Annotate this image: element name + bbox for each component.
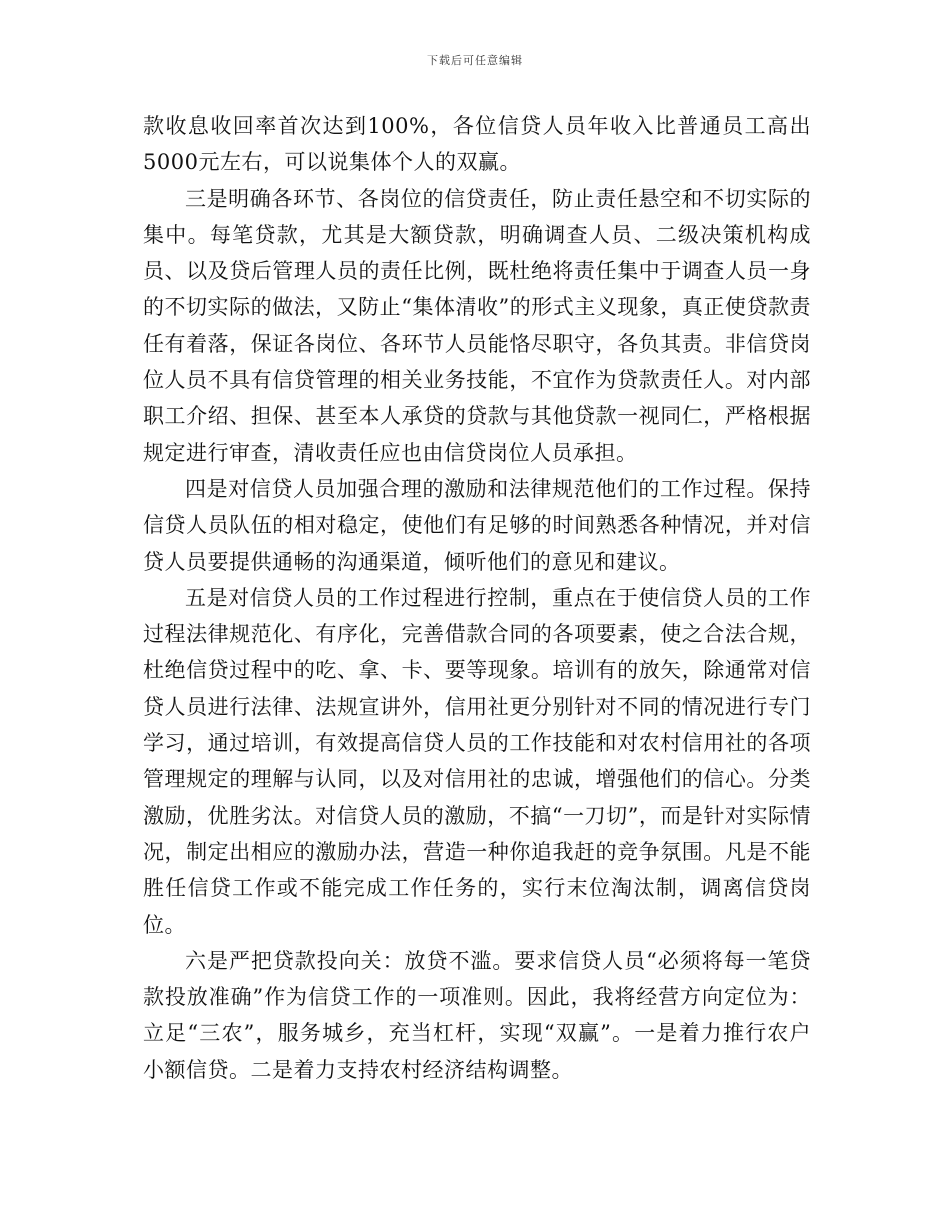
paragraph-continuation: 款收息收回率首次达到100%，各位信贷人员年收入比普通员工高出5000元左右，可以说集体个人的双赢。 — [143, 114, 811, 175]
document-body — [143, 108, 811, 1088]
paragraph-responsibility: 三是明确各环节、各岗位的信贷责任，防止责任悬空和不切实际的集中。每笔贷款，尤其是大额贷款，明确调查人员、二级决策机构成员、以及贷后管理人员的责任比例，既杜绝将责任集中于调查人员一身的不切实际的做法，又防止“集体清收”的形式主义现象，真正使贷款责任有着落，保证各岗位、各环节人员能恪尽职守，各负其责。非信贷岗位人员不具有信贷管理的相关业务技能，不宜作为贷款责任人。对内部职工介绍、担保、甚至本人承贷的贷款与其他贷款一视同仁，严格根据规定进行审查，清收责任应也由信贷岗位人员承担。 — [143, 186, 811, 465]
paragraph-incentive: 四是对信贷人员加强合理的激励和法律规范他们的工作过程。保持信贷人员队伍的相对稳定，使他们有足够的时间熟悉各种情况，并对信贷人员要提供通畅的沟通渠道，倾听他们的意见和建议。 — [143, 476, 811, 574]
paragraph-process-control: 五是对信贷人员的工作过程进行控制，重点在于使信贷人员的工作过程法律规范化、有序化，完善借款合同的各项要素，使之合法合规，杜绝信贷过程中的吃、拿、卡、要等现象。培训有的放矢，除通常对信贷人员进行法律、法规宣讲外，信用社更分别针对不同的情况进行专门学习，通过培训，有效提高信贷人员的工作技能和对农村信用社的各项管理规定的理解与认同，以及对信用社的忠诚，增强他们的信心。分类激励，优胜劣汰。对信贷人员的激励，不搞“一刀切”，而是针对实际情况，制定出相应的激励办法，营造一种你追我赶的竞争氛围。凡是不能胜任信贷工作或不能完成工作任务的，实行末位淘汰制，调离信贷岗位。 — [143, 585, 811, 937]
page-header: 下载后可任意编辑 — [427, 54, 523, 67]
paragraph-loan-direction: 六是严把贷款投向关：放贷不滥。要求信贷人员“必须将每一笔贷款投放准确”作为信贷工作的一项准则。因此，我将经营方向定位为：立足“三农”，服务城乡，充当杠杆，实现“双赢”。一是着力推行农户小额信贷。二是着力支持农村经济结构调整。 — [143, 948, 811, 1082]
